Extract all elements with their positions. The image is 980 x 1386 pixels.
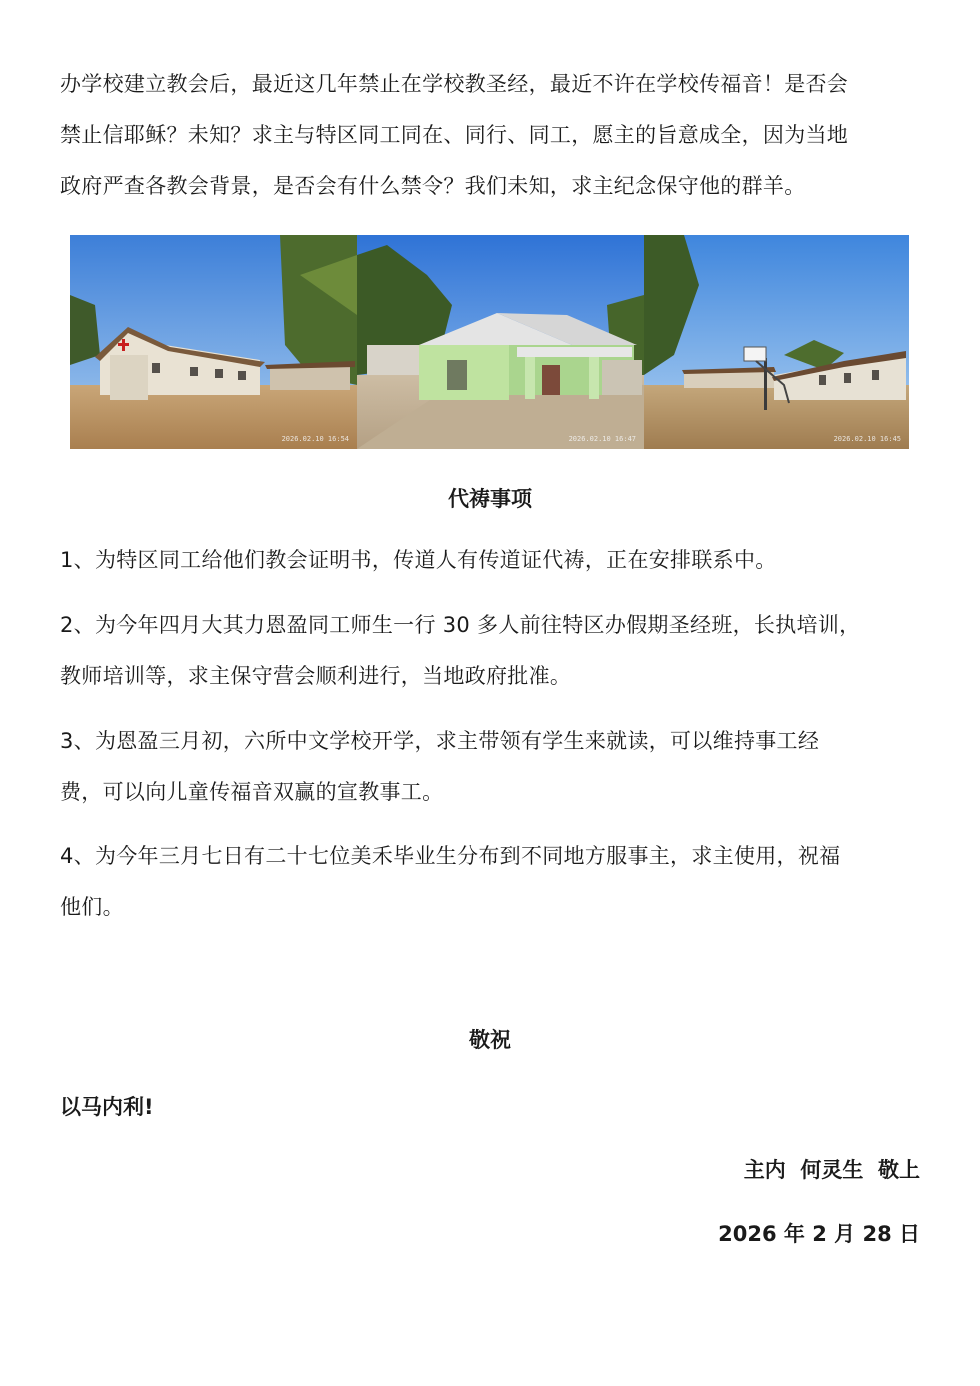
- closing-salutation: 敬祝: [469, 1028, 511, 1052]
- chapel-photo: [357, 235, 644, 449]
- prayer-item-line: 1、为特区同工给他们教会证明书，传道人有传道证代祷，正在安排联系中。: [60, 548, 777, 572]
- schoolyard-photo: [644, 235, 909, 449]
- prayer-item-line: 教师培训等，求主保守营会顺利进行，当地政府批准。: [60, 664, 572, 688]
- church-photo: [70, 235, 357, 449]
- prayer-item-2: [60, 600, 920, 702]
- prayer-item-line: 2、为今年四月大其力恩盈同工师生一行 30 多人前往特区办假期圣经班，长执培训，: [60, 613, 861, 637]
- closing-blessing: 以马内利!: [60, 1095, 154, 1119]
- prayer-item-line: 费，可以向儿童传福音双赢的宣教事工。: [60, 780, 444, 804]
- intro-line: 办学校建立教会后，最近这几年禁止在学校教圣经，最近不许在学校传福音！是否会: [60, 72, 849, 96]
- prayer-item-1: [60, 535, 920, 586]
- prayer-heading: 代祷事项: [448, 487, 532, 511]
- photo-timestamp: 2026.02.10 16:45: [833, 435, 901, 443]
- signature: 主内 何灵生 敬上: [743, 1158, 920, 1182]
- prayer-item-3: [60, 716, 920, 818]
- photo-strip: [70, 235, 909, 449]
- intro-paragraph: [60, 59, 920, 212]
- prayer-item-4: [60, 831, 920, 933]
- photo-timestamp: 2026.02.10 16:54: [281, 435, 349, 443]
- prayer-item-line: 3、为恩盈三月初，六所中文学校开学，求主带领有学生来就读，可以维持事工经: [60, 729, 820, 753]
- letter-date: 2026 年 2 月 28 日: [718, 1222, 920, 1246]
- intro-line: 禁止信耶稣？未知？求主与特区同工同在、同行、同工，愿主的旨意成全，因为当地: [60, 123, 849, 147]
- photo-timestamp: 2026.02.10 16:47: [568, 435, 636, 443]
- intro-line: 政府严查各教会背景，是否会有什么禁令？我们未知，求主纪念保守他的群羊。: [60, 174, 806, 198]
- prayer-item-line: 4、为今年三月七日有二十七位美禾毕业生分布到不同地方服事主，求主使用，祝福: [60, 844, 841, 868]
- prayer-item-line: 他们。: [60, 895, 124, 919]
